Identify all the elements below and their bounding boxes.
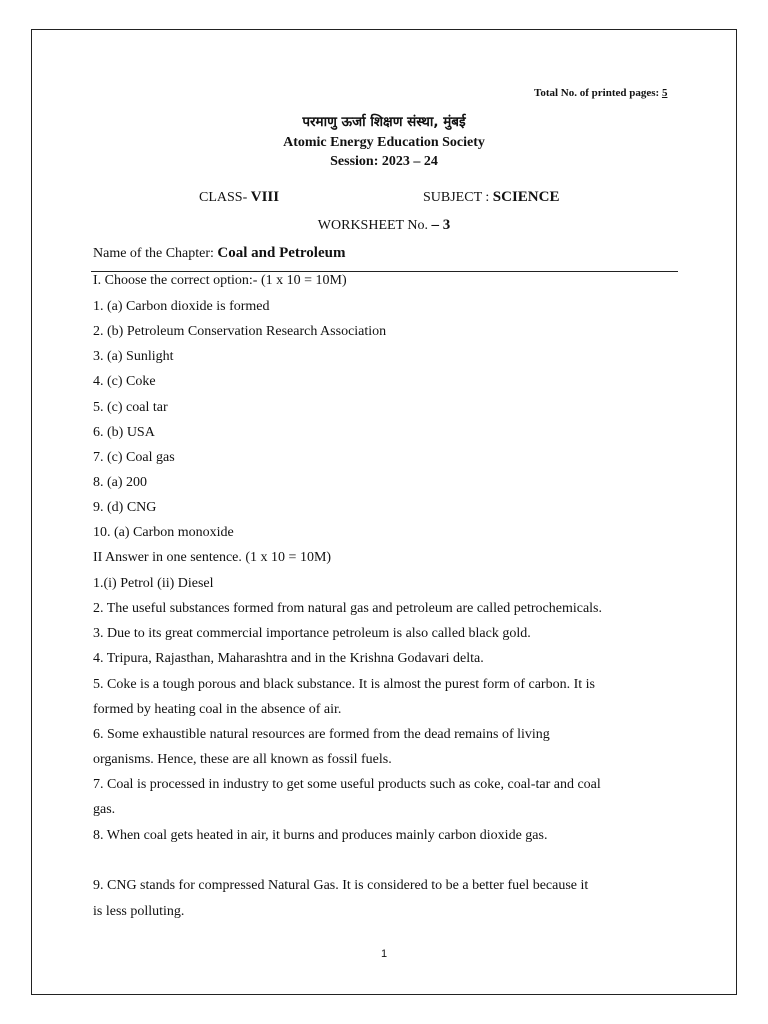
worksheet-label: WORKSHEET No. <box>317 218 432 233</box>
printed-pages-label: Total No. of printed pages: <box>534 87 662 99</box>
class-label: CLASS- <box>199 190 251 205</box>
answer-6-line-1: 6. Some exhaustible natural resources are formed from the dead remains of living <box>93 727 550 742</box>
subject-value: SCIENCE <box>492 189 560 205</box>
header-rule <box>91 271 678 272</box>
worksheet-number <box>0 217 768 234</box>
mcq-answer-6: 6. (b) USA <box>93 425 155 440</box>
chapter-value: Coal and Petroleum <box>217 245 346 261</box>
mcq-answer-4: 4. (c) Coke <box>93 374 156 389</box>
chapter-info <box>93 245 345 262</box>
answer-6-line-2: organisms. Hence, these are all known as fossil fuels. <box>93 752 392 767</box>
subject-info <box>423 189 559 206</box>
printed-pages-value: 5 <box>661 87 668 99</box>
mcq-answer-8: 8. (a) 200 <box>93 475 148 490</box>
worksheet-value: – 3 <box>431 217 451 233</box>
answer-8: 8. When coal gets heated in air, it burns and produces mainly carbon dioxide gas. <box>93 828 548 843</box>
page-number: 1 <box>380 948 388 960</box>
mcq-answer-1: 1. (a) Carbon dioxide is formed <box>93 299 270 314</box>
answer-9-line-2: is less polluting. <box>93 904 185 919</box>
answer-7-line-1: 7. Coal is processed in industry to get some useful products such as coke, coal-tar and coal <box>93 777 601 792</box>
org-name: Atomic Energy Education Society <box>283 135 485 150</box>
answer-2: 2. The useful substances formed from natural gas and petroleum are called petrochemicals. <box>93 601 602 616</box>
answer-9-line-1: 9. CNG stands for compressed Natural Gas. It is considered to be a better fuel because it <box>93 878 589 893</box>
chapter-label: Name of the Chapter: <box>93 246 218 261</box>
answer-5-line-2: formed by heating coal in the absence of air. <box>93 702 342 717</box>
answer-4: 4. Tripura, Rajasthan, Maharashtra and in the Krishna Godavari delta. <box>93 651 484 666</box>
section-2-heading: II Answer in one sentence. (1 x 10 = 10M) <box>93 550 332 565</box>
mcq-answer-7: 7. (c) Coal gas <box>93 450 175 465</box>
answer-3: 3. Due to its great commercial importance petroleum is also called black gold. <box>93 626 531 641</box>
mcq-answer-3: 3. (a) Sunlight <box>93 349 174 364</box>
mcq-answer-10: 10. (a) Carbon monoxide <box>93 525 234 540</box>
mcq-answer-2: 2. (b) Petroleum Conservation Research Association <box>93 324 387 339</box>
class-value: VIII <box>250 189 280 205</box>
hindi-title: परमाणु ऊर्जा शिक्षण संस्था, मुंबई <box>302 114 466 130</box>
session: Session: 2023 – 24 <box>330 154 438 169</box>
subject-label: SUBJECT : <box>423 190 493 205</box>
answer-5-line-1: 5. Coke is a tough porous and black substance. It is almost the purest form of carbon. It is <box>93 677 595 692</box>
section-1-heading: I. Choose the correct option:- (1 x 10 = 10M) <box>93 273 347 288</box>
mcq-answer-5: 5. (c) coal tar <box>93 400 168 415</box>
answer-1: 1.(i) Petrol (ii) Diesel <box>93 576 214 591</box>
printed-pages-note <box>534 87 667 99</box>
answer-7-line-2: gas. <box>93 802 116 817</box>
mcq-answer-9: 9. (d) CNG <box>93 500 157 515</box>
class-info <box>199 189 279 206</box>
